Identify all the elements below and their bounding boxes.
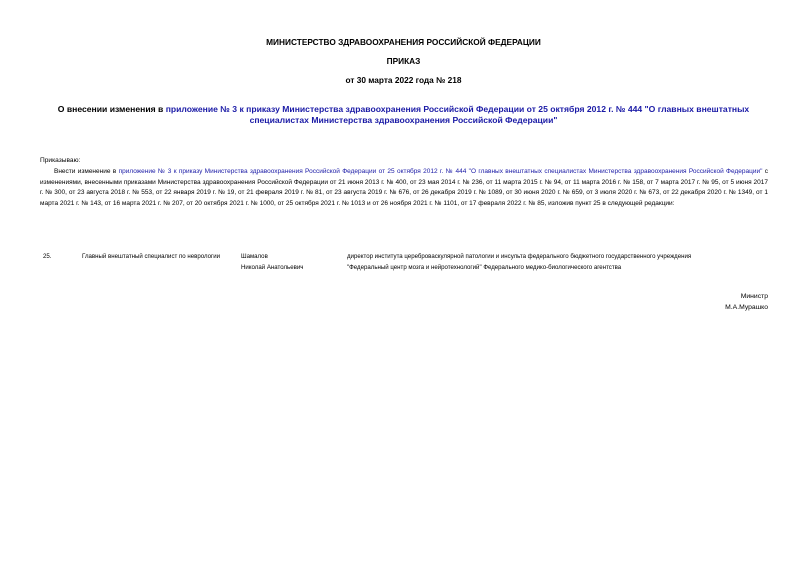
specialist-surname: Шамалов [241,253,268,260]
signature-block [725,292,768,313]
signature-title: Министр [740,293,768,300]
document-type: ПРИКАЗ [386,56,421,66]
table-row-description [347,252,767,273]
table-row-number: 25. [43,253,52,260]
order-intro: Приказываю: [40,157,81,164]
paragraph-link[interactable]: приложение № 3 к приказу Министерства здравоохранения Российской Федерации от 25 октября 2012 г. № 444 "О главных внештатных специалистах Министерства здравоохранения Российской Федерации" [118,168,763,175]
paragraph-start: Внести изменение в [54,168,119,175]
document-date-number: от 30 марта 2022 года № 218 [345,75,462,85]
description-line-1: директор института цереброваскулярной патологии и инсульта федерального бюджетного государственного учреждения [347,253,692,260]
ministry-heading: МИНИСТЕРСТВО ЗДРАВООХРАНЕНИЯ РОССИЙСКОЙ ФЕДЕРАЦИИ [266,37,541,47]
specialist-given-names: Николай Анатольевич [241,263,304,271]
paragraph-end: , изложив пункт 25 в следующей редакции: [544,199,675,207]
description-line-2: "Федеральный центр мозга и нейротехнологий" Федерального медико-биологического агентства [347,263,622,271]
table-row-position: Главный внештатный специалист по неврологии [82,253,221,260]
title-prefix: О внесении изменения в [57,104,166,114]
title-link[interactable]: приложение № 3 к приказу Министерства здравоохранения Российской Федерации от 25 октября 2012 г. № 444 "О главных внештатных специалистах Министерства здравоохранения Российской Федерации" [165,104,750,125]
paragraph-amendments: с изменениями, внесенными приказами Министерства здравоохранения Российской Федерации от 21 июня 2013 г. № 400, от 23 мая 2014 г. № 236, от 11 марта 2015 г. № 94, от 11 марта 2016 г. № 158, от 7 марта 2017 г. № 95, от 5 июня 2017 г. № 300, от 23 августа 2018 г. № 553, от 22 января 2019 г. № 19, от 21 февраля 2019 г. № 81, от 23 августа 2019 г. № 676, от 26 декабря 2019 г. № 1089, от 30 июня 2020 г. № 659, от 3 июля 2020 г. № 673, от 22 декабря 2020 г. № 1349, от 1 марта 2021 г. № 143, от 16 марта 2021 г. № 207, от 20 октября 2021 г. № 1000, от 25 октября 2021 г. № 1013 и от 26 ноября 2021 г. № 1101, от 17 февраля 2022 г. № 85 [40,168,768,207]
signature-name: М.А.Мурашко [725,303,768,311]
table-row-name [241,252,303,273]
document-title [40,104,767,126]
order-paragraph [40,167,768,209]
